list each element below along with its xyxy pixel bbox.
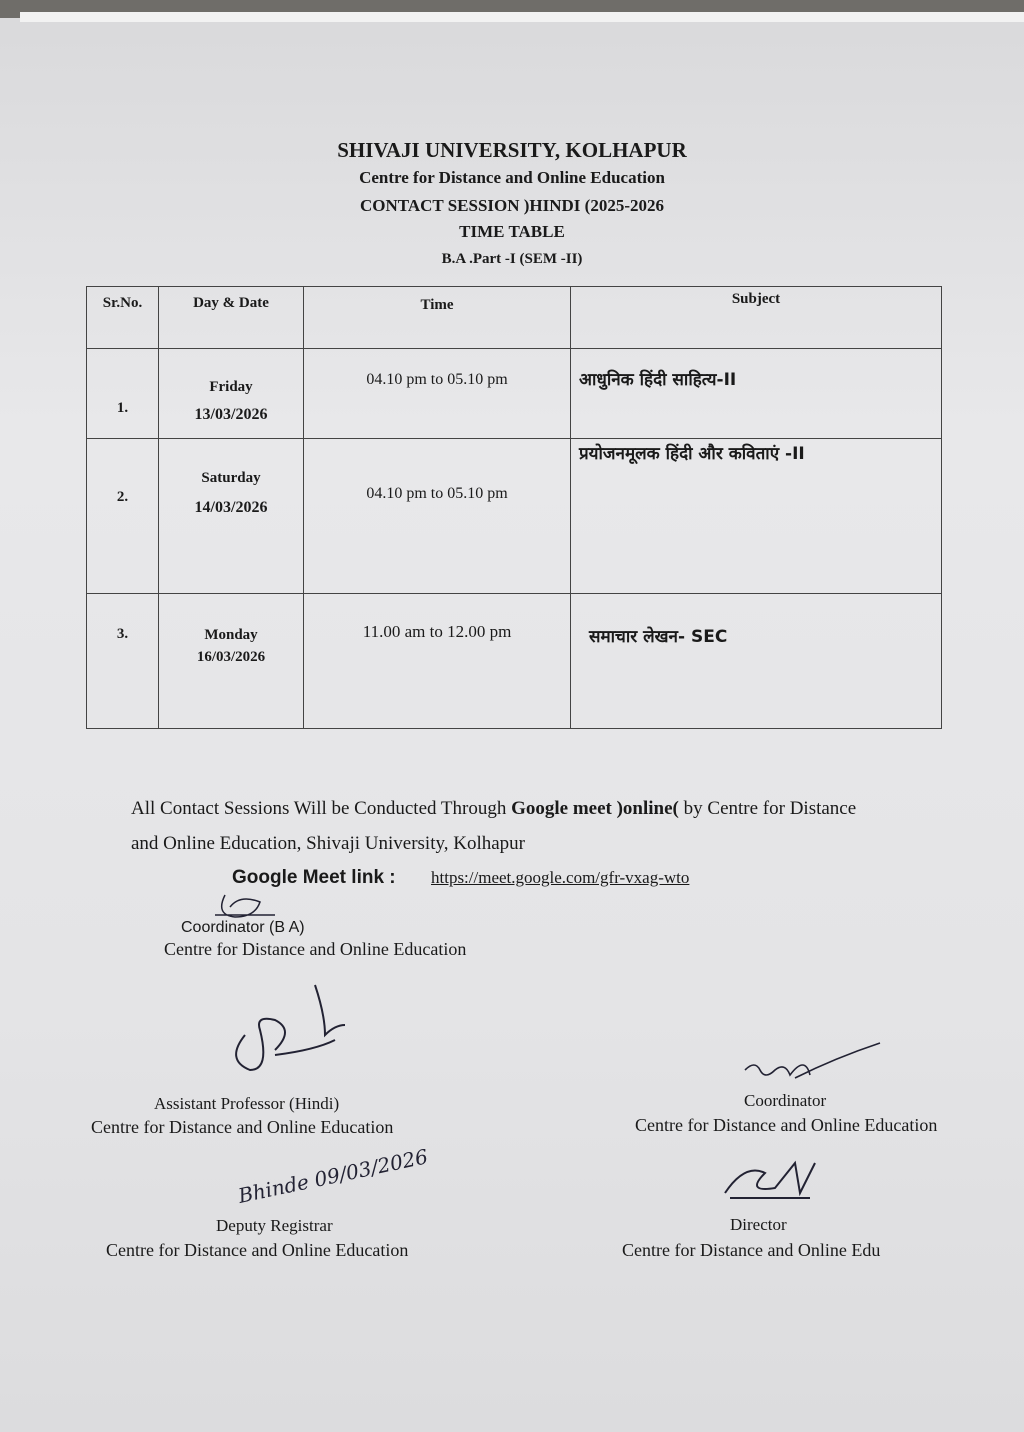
university-name: SHIVAJI UNIVERSITY, KOLHAPUR (337, 138, 687, 162)
svg-text:Bhinde 09/03/2026: Bhinde 09/03/2026 (236, 1144, 430, 1208)
table-header (87, 287, 942, 349)
col-time: Time (304, 287, 571, 349)
cell-sr: 3. (87, 594, 159, 729)
class-title: B.A .Part -I (SEM -II) (441, 251, 583, 267)
col-srno: Sr.No. (87, 287, 159, 349)
centre-name: Centre for Distance and Online Education (359, 168, 665, 187)
cell-time: 04.10 pm to 05.10 pm (304, 349, 571, 439)
signatory-title: Deputy Registrar (216, 1216, 333, 1235)
signature-director (720, 1158, 820, 1208)
day: Friday (209, 379, 253, 395)
col-subject: Subject (571, 287, 942, 349)
date: 13/03/2026 (194, 406, 268, 423)
cell-date (159, 349, 304, 439)
session-title: CONTACT SESSION )HINDI (2025-2026 (360, 196, 664, 215)
signatory-org: Centre for Distance and Online Education (635, 1115, 938, 1135)
signature-assistant-professor (220, 980, 370, 1075)
cell-subject: प्रयोजनमूलक हिंदी और कविताएं -II (571, 439, 942, 594)
timetable (86, 286, 942, 729)
table-row (87, 439, 942, 594)
table-row (87, 594, 942, 729)
col-day-date: Day & Date (159, 287, 304, 349)
notice-bold: Google meet )online( (511, 798, 679, 819)
signature-deputy-registrar (235, 1144, 430, 1215)
notice-text: by Centre for Distance (678, 798, 857, 819)
timetable-title: TIME TABLE (459, 222, 565, 241)
day: Monday (204, 627, 258, 643)
day: Saturday (201, 470, 261, 486)
date: 16/03/2026 (196, 649, 266, 665)
cell-sr: 2. (87, 439, 159, 594)
meet-link[interactable]: https://meet.google.com/gfr-vxag-wto (431, 868, 690, 887)
cell-date (159, 439, 304, 594)
notice-line2: and Online Education, Shivaji University, Kolhapur (131, 833, 525, 854)
signatory-title: Coordinator (B A) (181, 919, 305, 936)
signatory-title: Assistant Professor (Hindi) (154, 1094, 340, 1113)
table-row (87, 349, 942, 439)
signatory-org: Centre for Distance and Online Education (106, 1240, 409, 1260)
notice-text: All Contact Sessions Will be Conducted Through (131, 798, 512, 819)
signatory-title: Director (730, 1215, 787, 1234)
signatory-org: Centre for Distance and Online Education (164, 939, 467, 959)
cell-subject: आधुनिक हिंदी साहित्य-II (571, 349, 942, 439)
signatory-org: Centre for Distance and Online Education (91, 1117, 394, 1137)
signatory-title: Coordinator (744, 1091, 827, 1110)
cell-subject: समाचार लेखन- SEC (571, 594, 942, 729)
cell-time: 11.00 am to 12.00 pm (304, 594, 571, 729)
paper-edge (20, 12, 1024, 22)
cell-sr: 1. (87, 349, 159, 439)
signature-coordinator (735, 1040, 885, 1090)
signatory-org: Centre for Distance and Online Edu (622, 1240, 881, 1260)
cell-time: 04.10 pm to 05.10 pm (304, 439, 571, 594)
cell-date (159, 594, 304, 729)
notice-line1 (131, 798, 856, 820)
meet-link-label: Google Meet link : (232, 867, 396, 888)
date: 14/03/2026 (194, 499, 268, 516)
